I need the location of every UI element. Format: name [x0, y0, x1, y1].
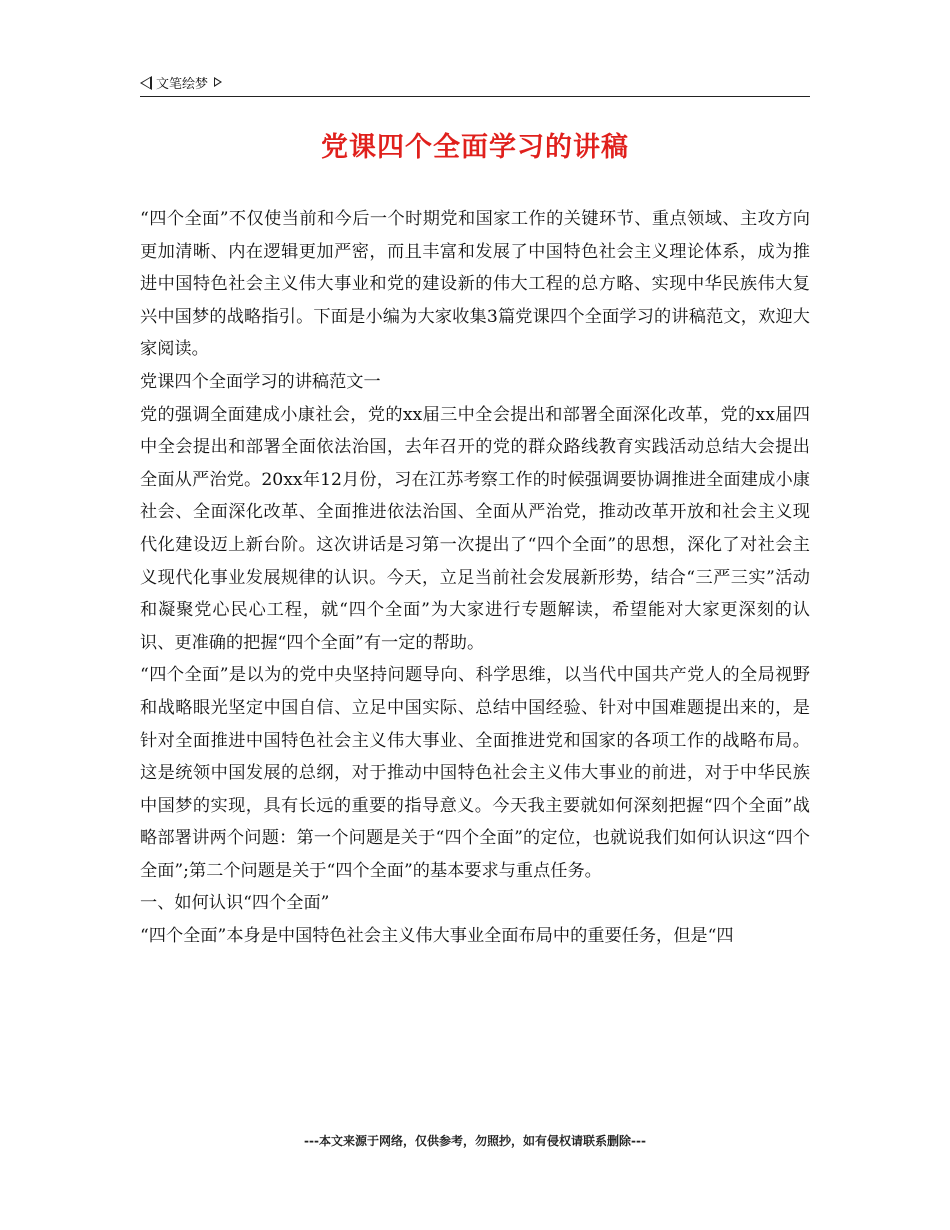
section-heading-part-one: 一、如何认识“四个全面”	[140, 893, 330, 914]
paragraph-intro: “四个全面”不仅使当前和今后一个时期党和国家工作的关键环节、重点领域、主攻方向更加清晰、内在逻辑更加严密，而且丰富和发展了中国特色社会主义理论体系，成为推进中国特色社会主义伟大事业和党的建设新的伟大工程的总方略、实现中华民族伟大复兴中国梦的战略指引。下面是小编为大家收集3篇党课四个全面学习的讲稿范文，欢迎大家阅读。	[140, 209, 810, 360]
footer-disclaimer: ---本文来源于网络，仅供参考，勿照抄，如有侵权请联系删除---	[304, 1134, 646, 1148]
paragraph: “四个全面”是以为的党中央坚持问题导向、科学思维，以当代中国共产党人的全局视野和战略眼光坚定中国自信、立足中国实际、总结中国经验、针对中国难题提出来的，是针对全面推进中国特色社会主义伟大事业、全面推进党和国家的各项工作的战略布局。这是统领中国发展的总纲，对于推动中国特色社会主义伟大事业的前进，对于中华民族中国梦的实现，具有长远的重要的指导意义。今天我主要就如何深刻把握“四个全面”战略部署讲两个问题：第一个问题是关于“四个全面”的定位，也就说我们如何认识这“四个全面”;第二个问题是关于“四个全面”的基本要求与重点任务。	[140, 665, 810, 881]
paragraph: 党的强调全面建成小康社会，党的xx届三中全会提出和部署全面深化改革，党的xx届四中全会提出和部署全面依法治国，去年召开的党的群众路线教育实践活动总结大会提出全面从严治党。20xx年12月份，习在江苏考察工作的时候强调要协调推进全面建成小康社会、全面深化改革、全面推进依法治国、全面从严治党，推动改革开放和社会主义现代化建设迈上新台阶。这次讲话是习第一次提出了“四个全面”的思想，深化了对社会主义现代化事业发展规律的认识。今天，立足当前社会发展新形势，结合“三严三实”活动和凝聚党心民心工程，就“四个全面”为大家进行专题解读，希望能对大家更深刻的认识、更准确的把握“四个全面”有一定的帮助。	[140, 404, 810, 653]
triangle-right-icon	[214, 77, 222, 87]
section-heading-sample-one: 党课四个全面学习的讲稿范文一	[140, 371, 381, 392]
document-title: 党课四个全面学习的讲稿	[321, 132, 629, 163]
triangle-left-icon	[140, 76, 152, 90]
paragraph: “四个全面”本身是中国特色社会主义伟大事业全面布局中的重要任务，但是“四	[140, 926, 734, 947]
page-header	[140, 74, 810, 97]
header-brand: 文笔绘梦	[156, 77, 209, 92]
document-body	[140, 203, 810, 953]
